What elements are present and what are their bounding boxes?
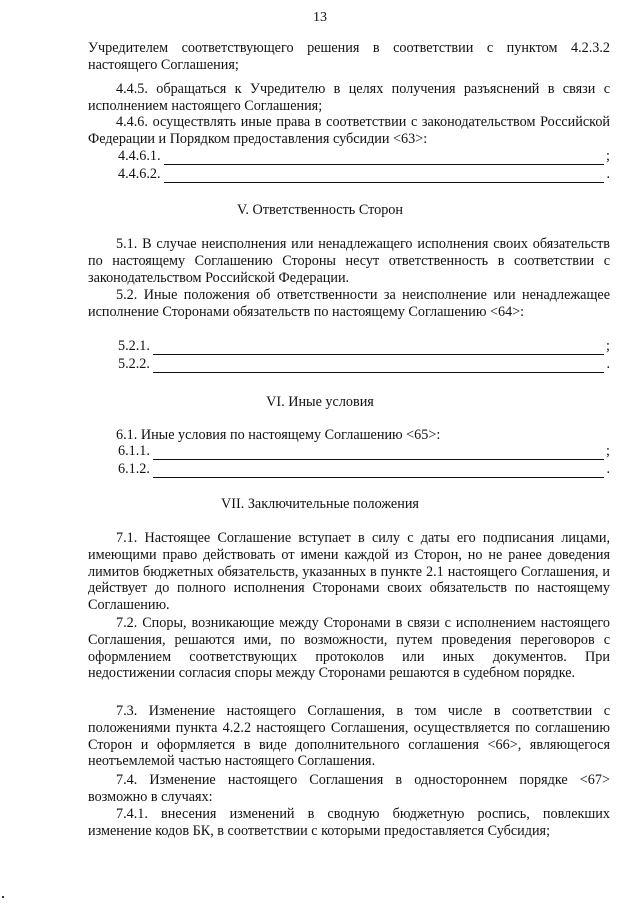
paragraph-7-4: 7.4. Изменение настоящего Соглашения в одностороннем порядке <67> возможно в случаях: [88, 772, 610, 805]
fill-line-end: ; [606, 443, 610, 459]
blank-line [153, 342, 604, 355]
section-heading-vi: VI. Иные условия [266, 394, 374, 410]
blank-line [164, 152, 604, 165]
paragraph-7-3: 7.3. Изменение настоящего Соглашения, в том числе в соответствии с положениями пункта 4.2.2 настоящего Соглашения, осуществляется по соглашению Сторон и оформляется в виде дополнительного соглашения <66>, являющегося неотъемлемой частью настоящего Соглашения. [88, 703, 610, 770]
paragraph-7-4-1: 7.4.1. внесения изменений в сводную бюджетную роспись, повлекших изменение кодов БК, в соответствии с которыми предоставляется Субсидия; [88, 806, 610, 839]
section-heading-v: V. Ответственность Сторон [237, 202, 403, 218]
fill-line-label: 4.4.6.2. [118, 166, 161, 182]
fill-line-5-2-2 [118, 356, 610, 373]
fill-line-end: ; [606, 148, 610, 164]
fill-line-end: . [606, 461, 610, 477]
paragraph-4-4-5: 4.4.5. обращаться к Учредителю в целях получения разъяснений в связи с исполнением настоящего Соглашения; [88, 81, 610, 114]
fill-line-end: ; [606, 338, 610, 354]
paragraph-7-1: 7.1. Настоящее Соглашение вступает в силу с даты его подписания лицами, имеющими право действовать от имени каждой из Сторон, но не ранее доведения лимитов бюджетных обязательств, указанных в пункте 2.1 настоящего Соглашения, и действует до полного исполнения Сторонами своих обязательств по настоящему Соглашению. [88, 530, 610, 614]
fill-line-5-2-1 [118, 338, 610, 355]
blank-line [153, 465, 605, 478]
paragraph-4-4-6: 4.4.6. осуществлять иные права в соответствии с законодательством Российской Федерации и Порядком предоставления субсидии <63>: [88, 114, 610, 147]
fill-line-6-1-2 [118, 461, 610, 478]
fill-line-4-4-6-1 [118, 148, 610, 165]
paragraph-continuation: Учредителем соответствующего решения в соответствии с пунктом 4.2.3.2 настоящего Соглашения; [88, 40, 610, 73]
fill-line-end: . [606, 356, 610, 372]
fill-line-6-1-1 [118, 443, 610, 460]
fill-line-label: 5.2.1. [118, 338, 150, 354]
fill-line-4-4-6-2 [118, 166, 610, 183]
fill-line-label: 6.1.2. [118, 461, 150, 477]
page-number: 13 [313, 10, 327, 25]
fill-line-label: 5.2.2. [118, 356, 150, 372]
blank-line [153, 360, 605, 373]
blank-line [164, 170, 605, 183]
scan-speck [2, 896, 4, 898]
fill-line-end: . [606, 166, 610, 182]
section-heading-vii: VII. Заключительные положения [221, 496, 419, 512]
paragraph-5-2: 5.2. Иные положения об ответственности за неисполнение или ненадлежащее исполнение Сторонами обязательств по настоящему Соглашению <64>: [88, 287, 610, 320]
paragraph-7-2: 7.2. Споры, возникающие между Сторонами в связи с исполнением настоящего Соглашения, решаются ими, по возможности, путем проведения переговоров с оформлением соответствующих протоколов или иных документов. При недостижении согласия споры между Сторонами решаются в судебном порядке. [88, 615, 610, 682]
blank-line [153, 447, 604, 460]
paragraph-6-1: 6.1. Иные условия по настоящему Соглашению <65>: [116, 427, 441, 443]
fill-line-label: 6.1.1. [118, 443, 150, 459]
fill-line-label: 4.4.6.1. [118, 148, 161, 164]
paragraph-5-1: 5.1. В случае неисполнения или ненадлежащего исполнения своих обязательств по настоящему Соглашению Стороны несут ответственность в соответствии с законодательством Российской Федерации. [88, 236, 610, 286]
